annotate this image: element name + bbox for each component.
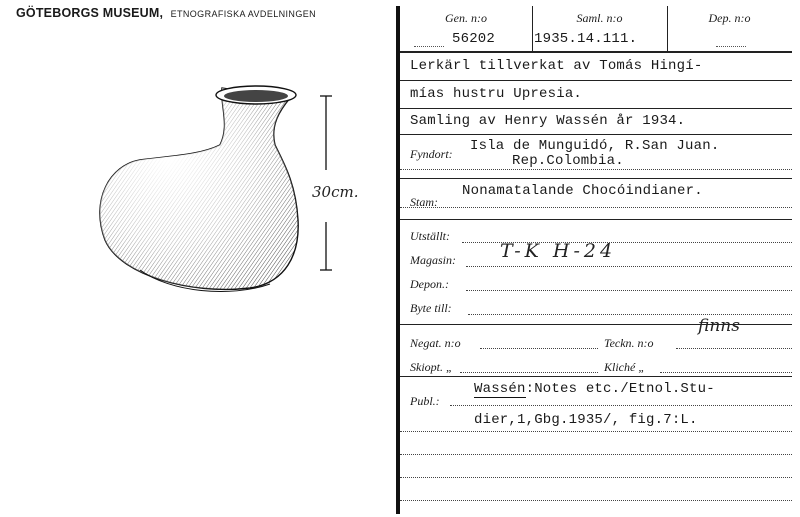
negat-label: Negat. n:o [410, 336, 461, 350]
skiopt-label: Skiopt. „ [410, 360, 453, 374]
teckn-label: Teckn. n:o [604, 336, 654, 350]
museum-header [16, 6, 316, 20]
card-divider [396, 6, 400, 514]
magasin-value: T-K H-24 [500, 240, 617, 262]
publ-line-1-rest: :Notes etc./Etnol.Stu- [525, 381, 715, 397]
fyndort-value-1: Isla de Munguidó, R.San Juan. [470, 138, 720, 154]
fyndort-label: Fyndort: [410, 147, 453, 161]
publ-author: Wassén [474, 381, 526, 397]
stam-label: Stam: [410, 195, 438, 209]
department-name: ETNOGRAFISKA AVDELNINGEN [170, 9, 317, 19]
teckn-value: finns [698, 316, 740, 336]
description-line-2: mías hustru Upresia. [410, 86, 583, 102]
depon-label: Depon.: [410, 277, 449, 291]
stam-value: Nonamatalande Chocóindianer. [462, 183, 703, 199]
saml-label: Saml. n:o [576, 11, 623, 25]
museum-name: GÖTEBORGS MUSEUM, [16, 6, 164, 20]
description-line-1: Lerkärl tillverkat av Tomás Hingí- [410, 58, 703, 74]
fyndort-value-2: Rep.Colombia. [512, 153, 624, 169]
byte-label: Byte till: [410, 301, 452, 315]
publ-label: Publ.: [410, 394, 440, 408]
publ-line-2: dier,1,Gbg.1935/, fig.7:L. [474, 412, 698, 428]
dep-label: Dep. n:o [708, 11, 751, 25]
saml-value: 1935.14.111. [534, 31, 638, 47]
description-line-3: Samling av Henry Wassén år 1934. [410, 113, 686, 129]
size-note: 30cm. [312, 183, 359, 201]
utstallt-label: Utställt: [410, 229, 451, 243]
kliche-label: Kliché „ [604, 360, 645, 374]
magasin-label: Magasin: [410, 253, 456, 267]
gen-value: 56202 [452, 31, 496, 47]
publ-line-1 [474, 381, 715, 397]
gen-label: Gen. n:o [445, 11, 487, 25]
